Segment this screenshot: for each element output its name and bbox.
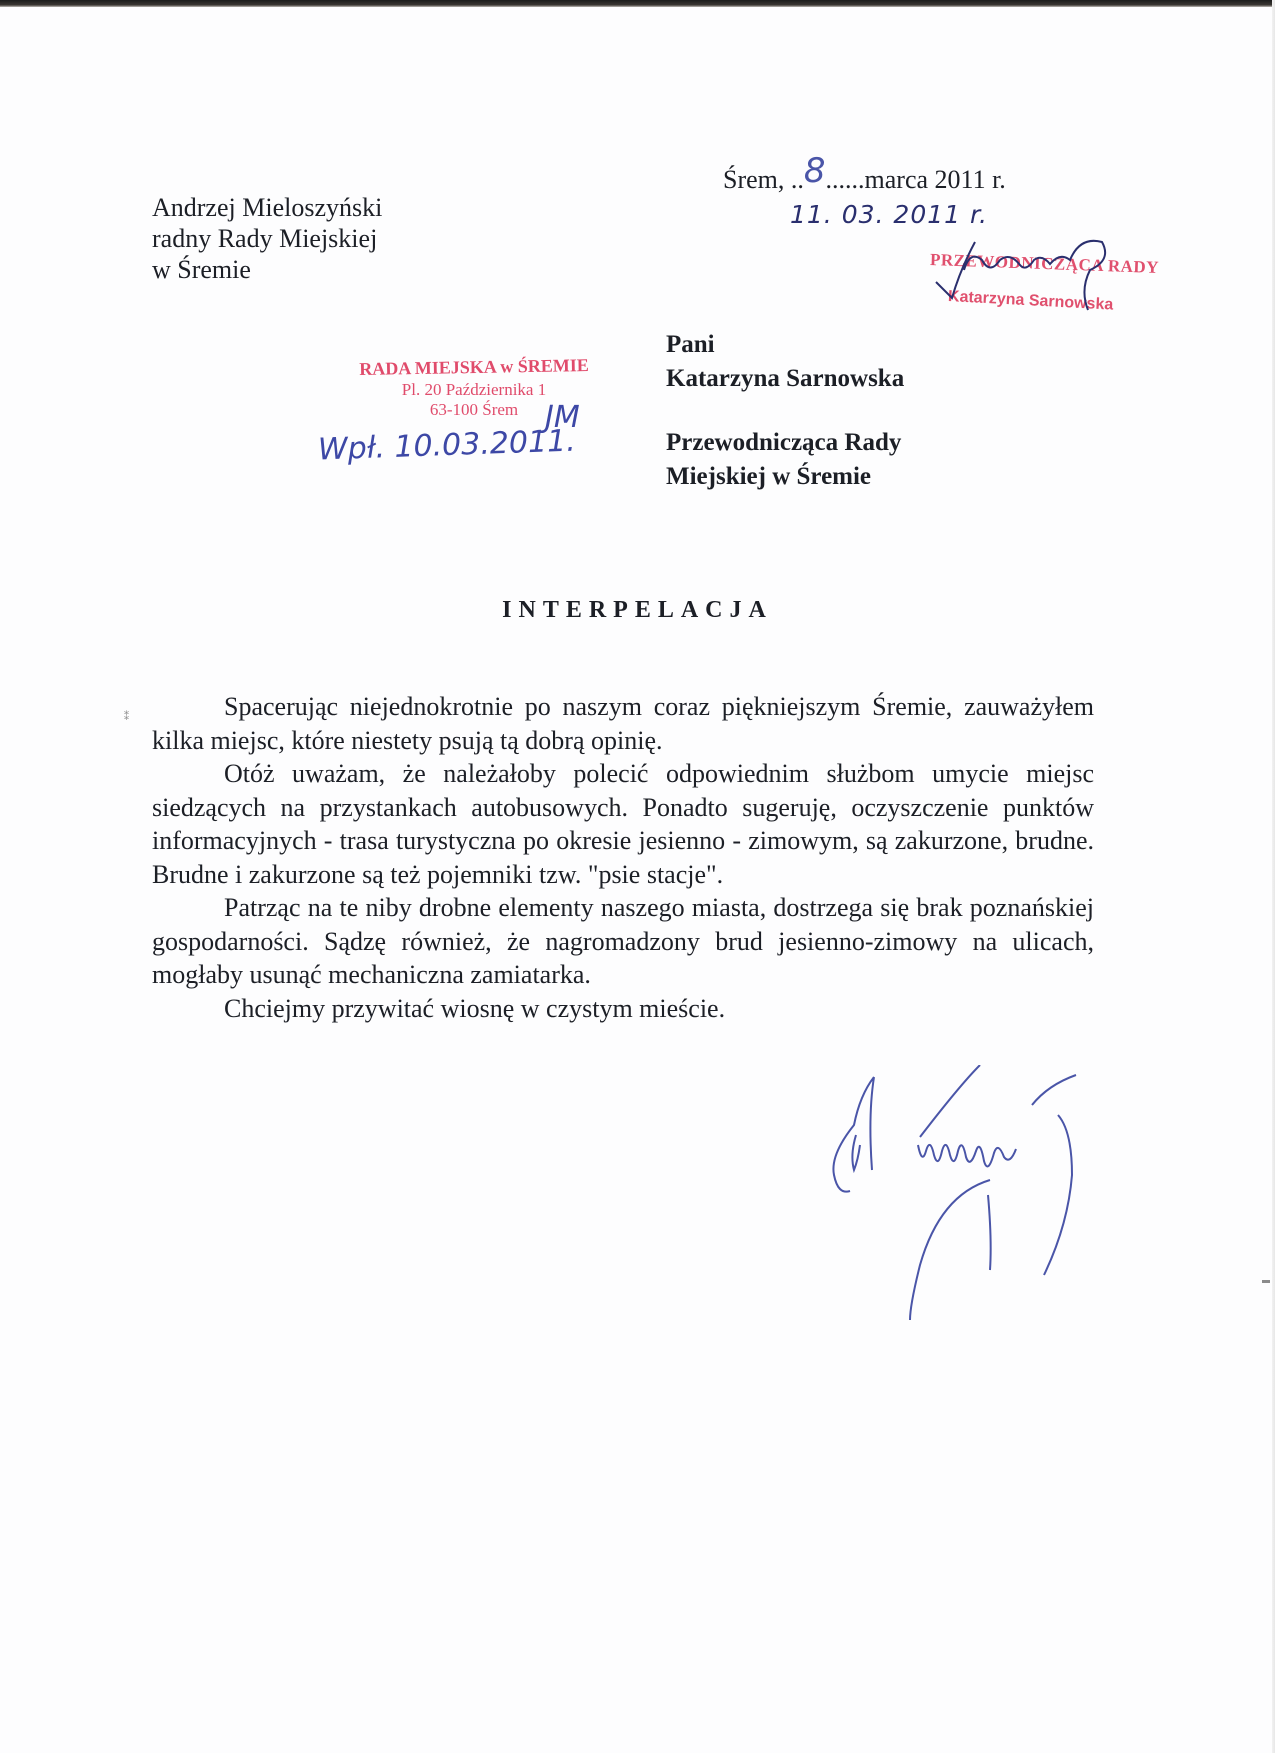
author-signature (810, 1065, 1100, 1325)
paragraph-4: Chciejmy przywitać wiosnę w czystym mieście. (224, 993, 726, 1023)
sender-name: Andrzej Mieloszyński (152, 193, 383, 222)
handwritten-received-date: 11. 03. 2011 r. (790, 200, 988, 229)
handwritten-received-note: Wpł. 10.03.2011. (317, 423, 577, 468)
chair-signature-stroke (936, 241, 1105, 310)
author-signature-loop (833, 1077, 874, 1192)
author-signature-word (918, 1065, 1076, 1166)
council-stamp-address: Pl. 20 Października 1 (401, 380, 547, 399)
handwritten-initials: JM (545, 400, 580, 435)
council-stamp-name: RADA MIEJSKA w ŚREMIE (359, 354, 589, 380)
scan-speck-right (1262, 1280, 1270, 1283)
chair-signature (930, 230, 1140, 330)
paragraph-3: Patrząc na te niby drobne elementy naszego miasta, dostrzega się brak poznańskiej gospodarności. Sądzę również, że nagromadzony brud jesienno-zimowy na ulicach, mogłaby usunąć mechaniczna zamiatarka. (152, 893, 1094, 989)
handwritten-day: 8 (803, 151, 826, 191)
sender-location: w Śremie (152, 255, 251, 284)
sender-block (152, 192, 382, 285)
scan-edge-top (0, 0, 1275, 7)
recipient-salutation: Pani (666, 331, 715, 358)
recipient-title-1: Przewodnicząca Rady (666, 429, 902, 456)
recipient-name: Katarzyna Sarnowska (666, 365, 905, 392)
document-title: INTERPELACJA (502, 597, 773, 623)
chair-stamp-title: PRZEWODNICZĄCA RADY (929, 250, 1160, 277)
sender-role: radny Rady Miejskiej (152, 224, 378, 253)
date-line (723, 151, 1006, 197)
recipient-title-2: Miejskiej w Śremie (666, 463, 872, 490)
date-prefix: Śrem, .. (723, 165, 804, 194)
paragraph-2: Otóż uważam, że należałoby polecić odpowiednim służbom umycie miejsc siedzących na przystankach autobusowych. Ponadto sugeruję, oczyszczenie punktów informacyjnych - trasa turystyczna po okresie jesienno - zimowym, są zakurzone, brudne. Brudne i zakurzone są też pojemniki tzw. "psie stacje". (152, 759, 1094, 889)
recipient-block (666, 328, 904, 494)
paragraph-1: Spacerując niejednokrotnie po naszym coraz piękniejszym Śremie, zauważyłem kilka miejsc, które niestety psują tą dobrą opinię. (152, 692, 1094, 755)
chair-stamp-name: Katarzyna Sarnowska (947, 288, 1114, 314)
council-stamp-city: 63-100 Śrem (429, 400, 519, 419)
scan-speck: ⁑ (124, 712, 129, 723)
letter-body (152, 690, 1094, 1025)
author-signature-tail (910, 1115, 1072, 1320)
date-suffix: ......marca 2011 r. (825, 165, 1006, 194)
